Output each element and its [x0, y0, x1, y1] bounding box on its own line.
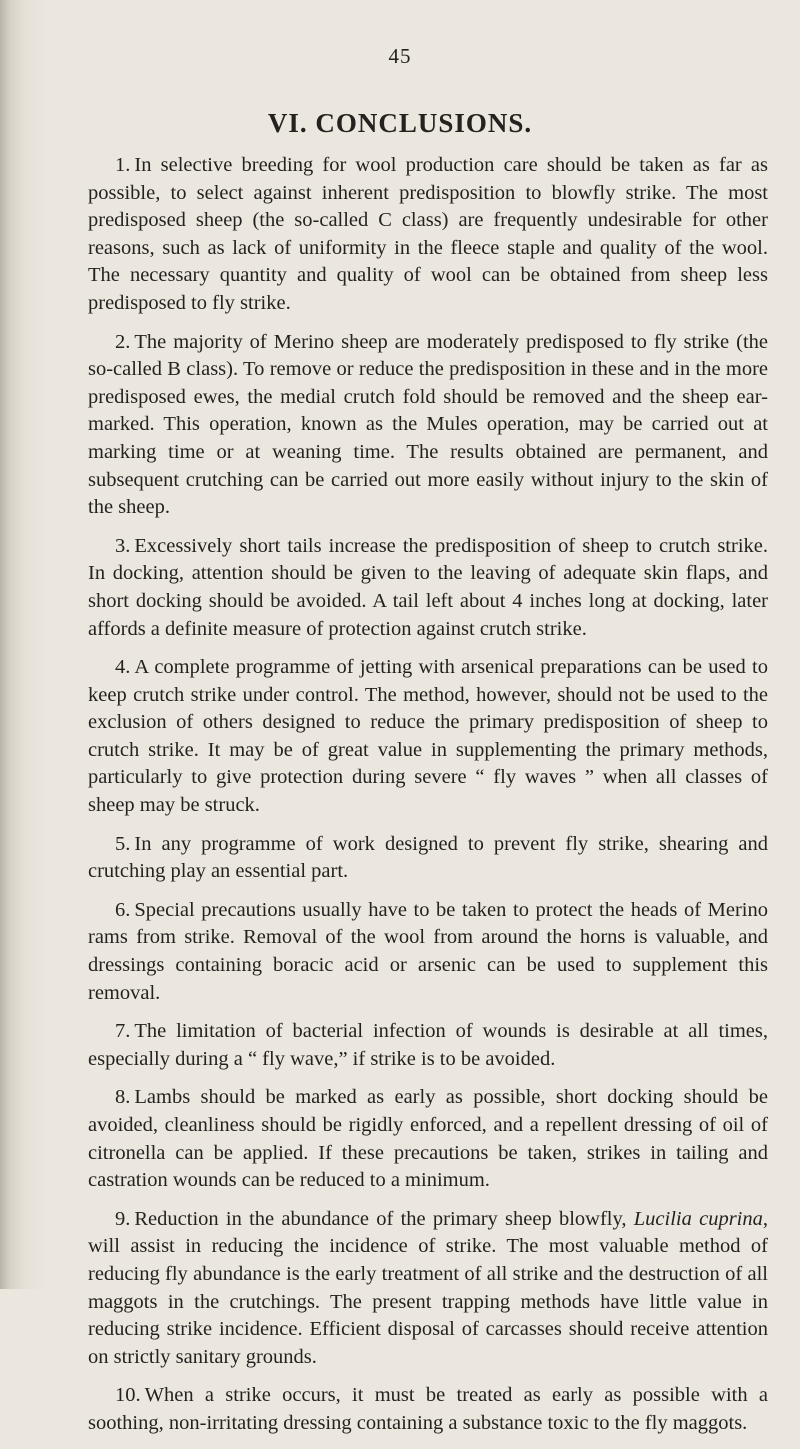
- paragraph-text-before-species: Reduction in the abundance of the primary sheep blowfly,: [134, 1207, 634, 1230]
- paragraph-number: 1.: [115, 154, 131, 176]
- paragraph-number: 3.: [115, 534, 131, 557]
- paragraph-5: [88, 831, 768, 886]
- paragraph-number: 9.: [115, 1207, 131, 1230]
- section-title: VI. CONCLUSIONS.: [267, 108, 533, 138]
- paragraph-8: [88, 1084, 768, 1194]
- paragraph-number: 6.: [115, 898, 131, 921]
- paragraph-text: Lambs should be marked as early as possible, short docking should be avoided, cleanliness should be rigidly enforced, and a repellent dressing of oil of citronella can be applied. If these precautions be taken, strikes in tailing and castration wounds can be reduced to a minimum.: [88, 1086, 768, 1192]
- paragraph-text: When a strike occurs, it must be treated as early as possible with a soothing, non-irritating dressing containing a substance toxic to the fly maggots.: [88, 1384, 768, 1434]
- paragraph-text: Excessively short tails increase the predisposition of sheep to crutch strike. In docking, attention should be given to the leaving of adequate skin flaps, and short docking should be avoided. A tail left about 4 inches long at docking, later affords a definite measure of protection against crutch strike.: [88, 534, 768, 640]
- paragraph-number: 8.: [115, 1086, 131, 1109]
- page-number: 45: [388, 44, 412, 68]
- paragraph-1: [88, 152, 768, 318]
- paragraph-number: 5.: [115, 832, 131, 855]
- paragraph-number: 10.: [115, 1384, 141, 1407]
- paragraph-text-after-species: , will assist in reducing the incidence of strike. The most valuable method of reducing fly abundance is the early treatment of all strike and the destruction of all maggots in the crutchings. The present trapping methods have little value in reducing strike incidence. Efficient disposal of carcasses should receive attention on strictly sanitary grounds.: [88, 1207, 768, 1368]
- paragraph-text: A complete programme of jetting with arsenical preparations can be used to keep crutch strike under control. The method, however, should not be used to the exclusion of others designed to reduce the primary predisposition of sheep to crutch strike. It may be of great value in supplementing the primary methods, particularly to give protection during severe “ fly waves ” when all classes of sheep may be struck.: [88, 656, 768, 817]
- paragraph-text: Special precautions usually have to be taken to protect the heads of Merino rams from strike. Removal of the wool from around the horns is valuable, and dressings containing boracic acid or arsenic can be used to supplement this removal.: [88, 898, 768, 1004]
- paragraph-number: 2.: [115, 330, 131, 353]
- paragraph-number: 4.: [115, 656, 131, 679]
- paragraph-2: [88, 329, 768, 522]
- paragraph-text: The majority of Merino sheep are moderately predisposed to fly strike (the so-called B class). To remove or reduce the predisposition in these and in the more predisposed ewes, the medial crutch fold should be removed and the sheep ear-marked. This operation, known as the Mules operation, may be carried out at marking time or at weaning time. The results obtained are permanent, and subsequent crutching can be carried out more easily without injury to the skin of the sheep.: [88, 330, 768, 519]
- conclusions-body: [88, 152, 768, 1449]
- paragraph-10: [88, 1382, 768, 1437]
- paragraph-7: [88, 1018, 768, 1073]
- paragraph-3: [88, 533, 768, 643]
- species-name: Lucilia cuprina: [633, 1207, 763, 1230]
- paragraph-number: 7.: [115, 1020, 131, 1043]
- paragraph-text: In selective breeding for wool production care should be taken as far as possible, to select against inherent predisposition to blowfly strike. The most predisposed sheep (the so-called C class) are frequently undesirable for other reasons, such as lack of uniformity in the fleece staple and quality of the wool. The necessary quantity and quality of wool can be obtained from sheep less predisposed to fly strike.: [88, 154, 768, 314]
- paragraph-6: [88, 897, 768, 1007]
- paragraph-4: [88, 654, 768, 820]
- paragraph-text: In any programme of work designed to prevent fly strike, shearing and crutching play an essential part.: [88, 832, 768, 883]
- paragraph-text: The limitation of bacterial infection of wounds is desirable at all times, especially during a “ fly wave,” if strike is to be avoided.: [88, 1020, 768, 1070]
